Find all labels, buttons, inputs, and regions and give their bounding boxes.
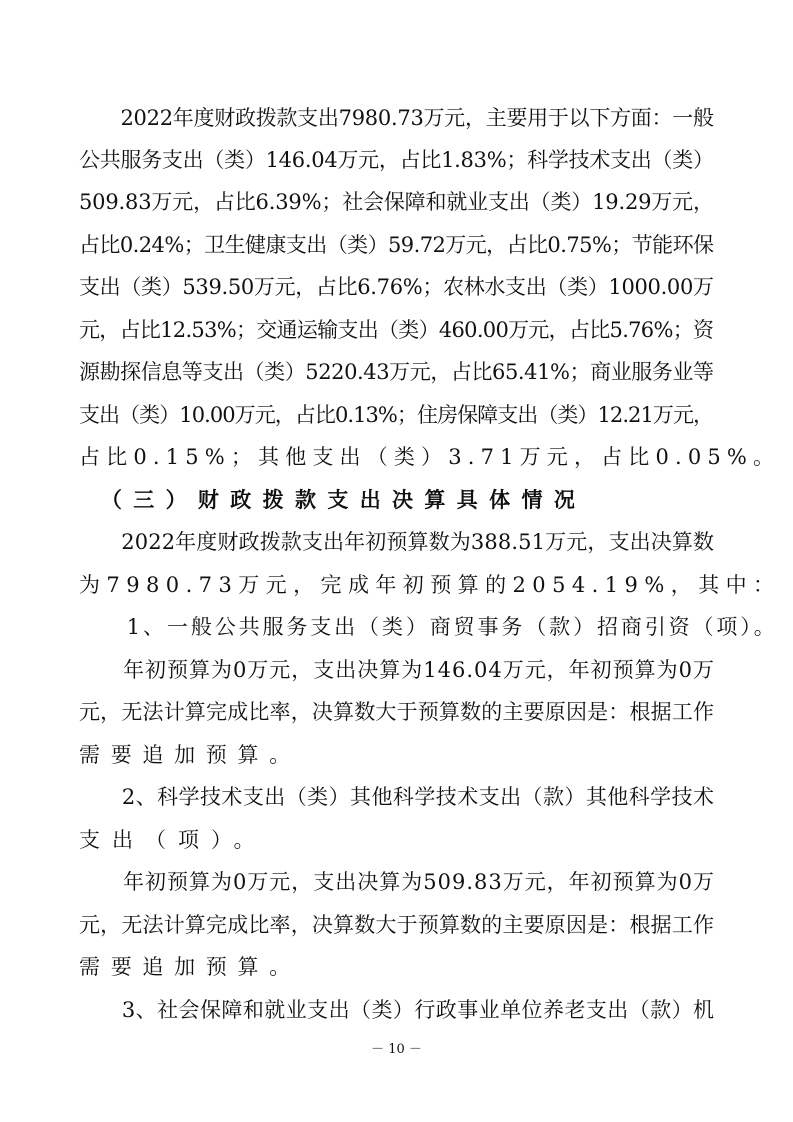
paragraph-line: 元，无法计算完成比率，决算数大于预算数的主要原因是：根据工作: [79, 700, 715, 724]
paragraph-line: 元，占比12.53%；交通运输支出（类）460.00万元，占比5.76%；资: [79, 318, 714, 342]
paragraph-line: 占比0.24%；卫生健康支出（类）59.72万元，占比0.75%；节能环保: [79, 233, 714, 257]
paragraph-line: 为7980.73万元，完成年初预算的2054.19%，其中：: [79, 573, 781, 597]
paragraph-line: 2022年度财政拨款支出7980.73万元，主要用于以下方面：一般: [79, 106, 714, 130]
paragraph-line: 元，无法计算完成比率，决算数大于预算数的主要原因是：根据工作: [79, 913, 715, 937]
paragraph-line: 年初预算为0万元，支出决算为146.04万元，年初预算为0万: [79, 658, 715, 682]
paragraph-line: 源勘探信息等支出（类）5220.43万元，占比65.41%；商业服务业等: [79, 360, 714, 384]
paragraph-line: 年初预算为0万元，支出决算为509.83万元，年初预算为0万: [79, 870, 715, 894]
paragraph-line: 支出（类）10.00万元，占比0.13%；住房保障支出（类）12.21万元，: [79, 403, 714, 427]
paragraph-line: 占比0.15%；其他支出（类）3.71万元，占比0.05%。: [79, 445, 781, 469]
paragraph-line: 3、社会保障和就业支出（类）行政事业单位养老支出（款）机: [79, 998, 715, 1022]
paragraph-line: 公共服务支出（类）146.04万元，占比1.83%；科学技术支出（类）: [79, 148, 714, 172]
paragraph-line: 1、一般公共服务支出（类）商贸事务（款）招商引资（项）。: [79, 615, 778, 639]
paragraph-line: 2、科学技术支出（类）其他科学技术支出（款）其他科学技术: [79, 785, 715, 809]
paragraph-line: 支出（项）。: [79, 828, 267, 852]
page-number: － 10 －: [371, 1042, 422, 1057]
section-heading: （三）财政拨款支出决算具体情况: [79, 488, 587, 512]
paragraph-line: 2022年度财政拨款支出年初预算数为388.51万元，支出决算数: [79, 530, 715, 554]
paragraph-line: 支出（类）539.50万元，占比6.76%；农林水支出（类）1000.00万: [79, 275, 714, 299]
paragraph-line: 需要追加预算。: [79, 743, 301, 767]
paragraph-line: 509.83万元，占比6.39%；社会保障和就业支出（类）19.29万元，: [79, 190, 714, 214]
paragraph-line: 需要追加预算。: [79, 955, 301, 979]
